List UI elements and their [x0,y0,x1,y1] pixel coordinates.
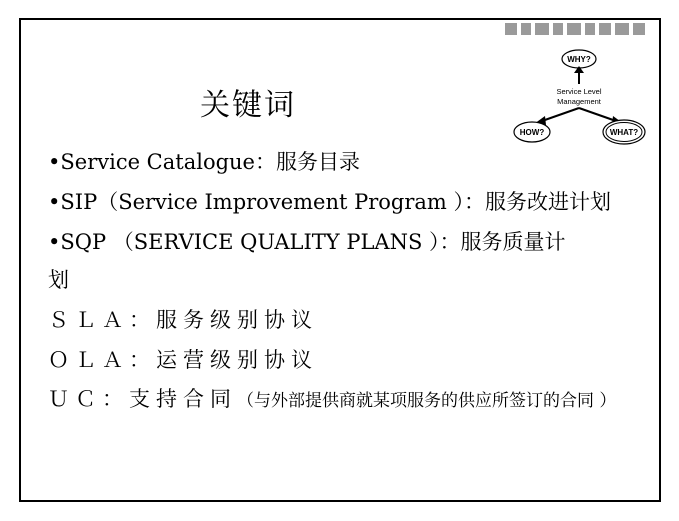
item-uc-prefix: ＵＣ：支持合同 [48,387,237,411]
arrow-left [542,108,579,121]
item-uc-detail: （与外部提供商就某项服务的供应所签订的合同 ） [237,391,617,411]
item-uc [48,388,638,412]
item-sqp-continuation: 划 [48,268,69,292]
item-ola: ＯＬＡ：运营级别协议 [48,348,318,372]
item-sla: ＳＬＡ：服务级别协议 [48,308,318,332]
what-label: WHAT? [609,128,639,137]
watermark-blur [505,22,655,36]
item-sqp: •SQP （SERVICE QUALITY PLANS ）：服务质量计 [48,230,566,254]
slide-title: 关键词 [200,88,296,123]
keyword-list [48,150,648,412]
arrow-right [579,108,616,121]
center-label-line1: Service Level [556,87,602,96]
center-label-line2: Management [557,97,601,106]
item-service-catalogue: •Service Catalogue：服务目录 [48,150,360,174]
item-sip: •SIP（Service Improvement Program ）：服务改进计划 [48,190,612,214]
slm-diagram [512,46,647,154]
how-label: HOW? [519,128,545,137]
why-label: WHY? [567,55,591,64]
